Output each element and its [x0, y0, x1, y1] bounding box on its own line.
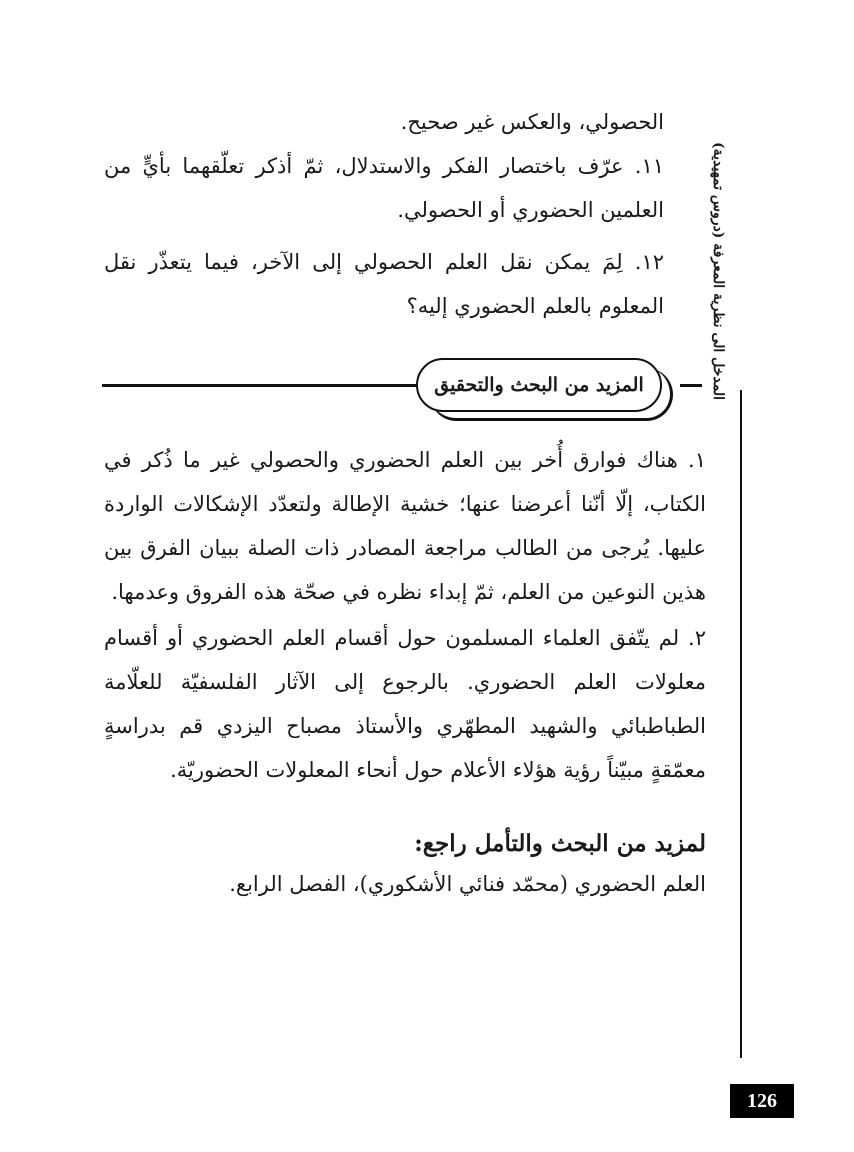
- side-divider: [740, 390, 742, 1058]
- book-title: المدخل الى نظرية المعرفة (دروس تمهيدية): [710, 142, 726, 400]
- section-badge: المزيد من البحث والتحقيق: [416, 358, 662, 412]
- section-rule-right: [680, 384, 702, 387]
- question-11: ١١. عرّف باختصار الفكر والاستدلال، ثمّ أذكر تعلّقهما بأيٍّ من العلمين الحضوري أو الحصولي.: [104, 154, 664, 222]
- section-rule-left: [102, 384, 420, 387]
- question-12: ١٢. لِمَ يمكن نقل العلم الحصولي إلى الآخر، فيما يتعذّر نقل المعلوم بالعلم الحضوري إليه؟: [104, 250, 664, 318]
- research-item-2: ٢. لم يتّفق العلماء المسلمون حول أقسام العلم الحضوري أو أقسام معلولات العلم الحضوري. بالرجوع إلى الآثار الفلسفيّة للعلّامة الطباطبائي والشهيد المطهّري والأستاذ مصباح اليزدي قم بدراسةٍ معمّقةٍ مبيّناً رؤية هؤلاء الأعلام حول أنحاء المعلولات الحضوريّة.: [104, 626, 706, 782]
- research-item-1: ١. هناك فوارق أُخر بين العلم الحضوري والحصولي غير ما ذُكر في الكتاب، إلّا أنّنا أعرضنا عنها؛ خشية الإطالة ولتعدّد الإشكالات الواردة عليها. يُرجى من الطالب مراجعة المصادر ذات الصلة ببيان الفرق بين هذين النوعين من العلم، ثمّ إبداء نظره في صحّة هذه الفروق وعدمها.: [104, 448, 706, 604]
- further-reading-heading: لمزيد من البحث والتأمل راجع:: [414, 830, 706, 857]
- page-number: 126: [730, 1084, 794, 1118]
- further-reading-reference: العلم الحضوري (محمّد فنائي الأشكوري)، الفصل الرابع.: [229, 872, 706, 896]
- question-continuation: الحصولي، والعكس غير صحيح.: [400, 110, 664, 134]
